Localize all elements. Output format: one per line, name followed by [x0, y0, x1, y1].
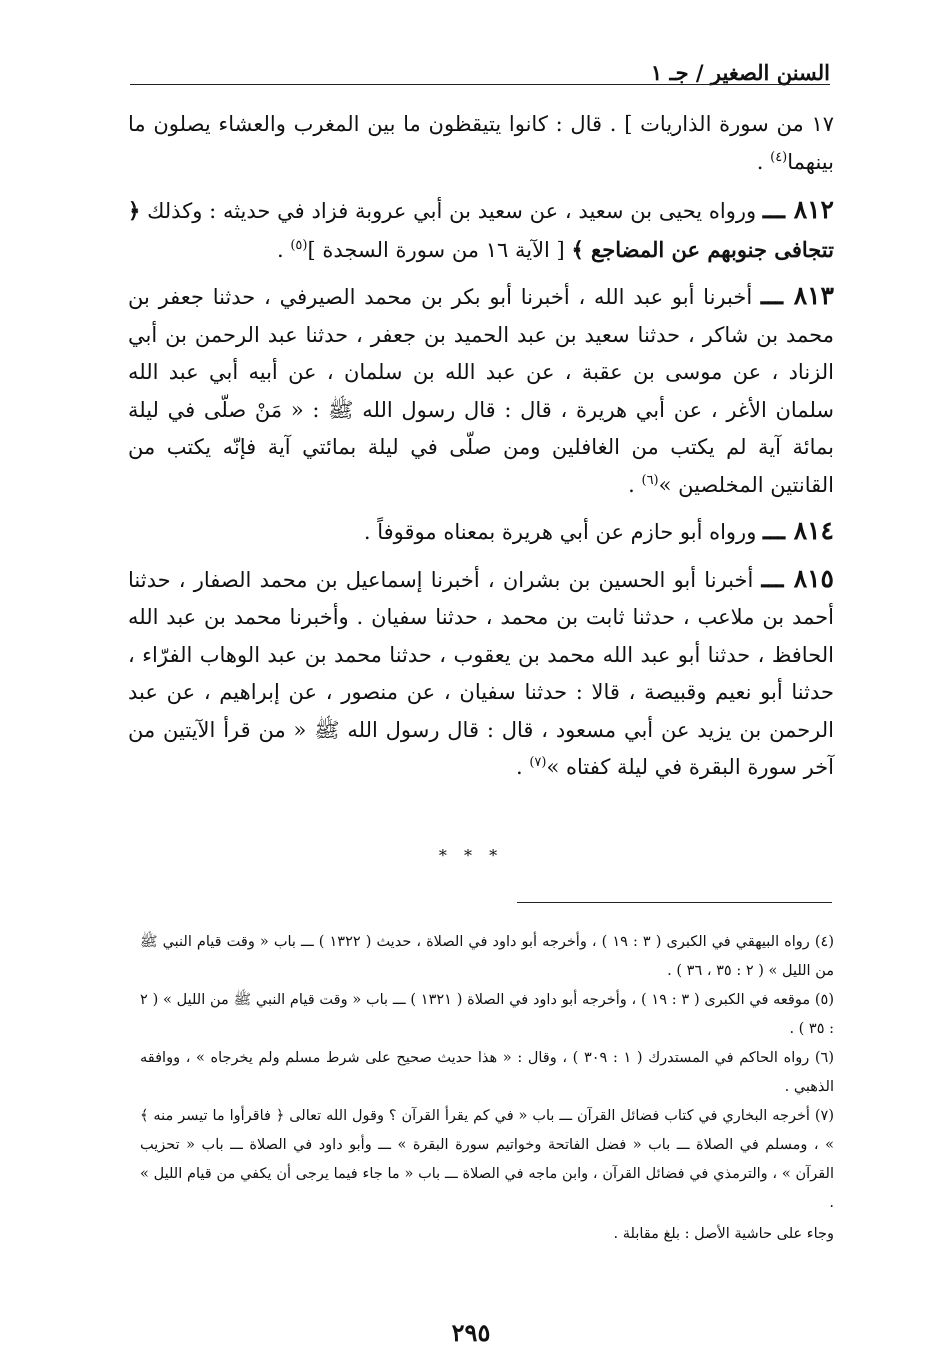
paragraph-continuation	[128, 106, 834, 181]
hadith-number: ٨١٤ ـــ	[763, 516, 834, 545]
header-rule	[130, 84, 830, 85]
hadith-814	[128, 512, 834, 552]
paragraph-text: أخبرنا أبو الحسين بن بشران ، أخبرنا إسماعيل بن محمد الصفار ، حدثنا أحمد بن ملاعب ، حدثنا ثابت بن محمد ، حدثنا سفيان . وأخبرنا محمد بن عبد الله الحافظ ، حدثنا أبو عبد الله محمد بن يعقوب ، حدثنا محمد بن عبد الوهاب الفرّاء ، حدثنا أبو نعيم وقبيصة ، قالا : حدثنا سفيان ، عن منصور ، عن إبراهيم ، عن عبد الرحمن بن يزيد عن أبي مسعود ، قال : قال رسول الله ﷺ « من قرأ الآيتين من آخر سورة البقرة في ليلة كفتاه »	[128, 567, 834, 779]
footnote-ref: (٥)	[290, 237, 308, 253]
footnote-5: (٥) موقعه في الكبرى ( ٣ : ١٩ ) ، وأخرجه أبو داود في الصلاة ( ١٣٢١ ) ـــ باب « وقت قيام النبي ﷺ من الليل » ( ٢ : ٣٥ ) .	[140, 992, 835, 1037]
section-separator: * * *	[438, 846, 504, 865]
hadith-number: ٨١٥ ـــ	[761, 563, 834, 593]
footnote-6: (٦) رواه الحاكم في المستدرك ( ١ : ٣٠٩ ) ، وقال : « هذا حديث صحيح على شرط مسلم ولم يخرجاه » ، ووافقه الذهبي .	[140, 1050, 834, 1095]
quran-citation: [ الآية ١٦ من سورة السجدة ]	[307, 237, 572, 262]
main-text	[128, 106, 834, 795]
quran-quote: ﴿ تتجافى جنوبهم عن المضاجع ﴾	[128, 198, 834, 262]
paragraph-text: أخبرنا أبو عبد الله ، أخبرنا أبو بكر بن محمد الصيرفي ، حدثنا جعفر بن محمد بن شاكر ، حدثنا سعيد بن عبد الحميد بن جعفر ، حدثنا عبد الرحمن بن أبي الزناد ، عن موسى بن عقبة ، عن عبد الله بن سلمان ، عن أبيه أبي عبد الله سلمان الأغر ، عن أبي هريرة ، قال : قال رسول الله ﷺ : « مَنْ صلّى في ليلة بمائة آية لم يكتب من الغافلين ومن صلّى في ليلة بمائتي آية فإنّه يكتب من القانتين المخلصين »	[128, 285, 834, 497]
footnote-rule	[517, 902, 832, 903]
header-title: السنن الصغير / جـ ١	[650, 60, 830, 85]
running-header	[130, 52, 830, 92]
paragraph-text: ١٧ من سورة الذاريات ] . قال : كانوا يتيقظون ما بين المغرب والعشاء يصلون ما بينهما	[128, 112, 834, 174]
footnote-ref: (٦)	[641, 472, 659, 488]
paragraph-tail: .	[628, 472, 642, 497]
footnote-ref: (٤)	[770, 149, 788, 165]
hadith-number: ٨١٢ ـــ	[762, 195, 834, 224]
footnote-7: (٧) أخرجه البخاري في كتاب فضائل القرآن ـــ باب « في كم يقرأ القرآن ؟ وقول الله تعالى ﴿ فاقرأوا ما تيسر منه ﴾ » ، ومسلم في الصلاة ـــ باب « فضل الفاتحة وخواتيم سورة البقرة » ـــ وأبو داود في الصلاة ـــ باب « تحزيب القرآن » ، والترمذي في فضائل القرآن ، وابن ماجه في الصلاة ـــ باب « ما جاء فيما يرجى أن يكفي من قيام الليل » .	[140, 1108, 834, 1211]
paragraph-tail: .	[276, 237, 291, 262]
paragraph-text: ورواه يحيى بن سعيد ، عن سعيد بن أبي عروبة فزاد في حديثه : وكذلك	[140, 199, 763, 223]
paragraph-text: ورواه أبو حازم عن أبي هريرة بمعناه موقوفاً .	[363, 520, 764, 544]
hadith-812	[128, 191, 834, 269]
footnotes	[140, 928, 834, 1249]
hadith-813	[128, 277, 834, 504]
hadith-number: ٨١٣ ـــ	[760, 281, 834, 310]
hadith-815	[128, 560, 834, 787]
footnote-4: (٤) رواه البيهقي في الكبرى ( ٣ : ١٩ ) ، وأخرجه أبو داود في الصلاة ، حديث ( ١٣٢٢ ) ـــ باب « وقت قيام النبي ﷺ من الليل » ( ٢ : ٣٥ ، ٣٦ ) .	[140, 934, 834, 979]
footnote-margin-note: وجاء على حاشية الأصل : بلغ مقابلة .	[613, 1226, 834, 1242]
footnote-ref: (٧)	[529, 755, 547, 770]
paragraph-tail: .	[756, 149, 771, 174]
page-number: ٢٩٥	[451, 1318, 491, 1347]
paragraph-tail: .	[515, 755, 530, 779]
